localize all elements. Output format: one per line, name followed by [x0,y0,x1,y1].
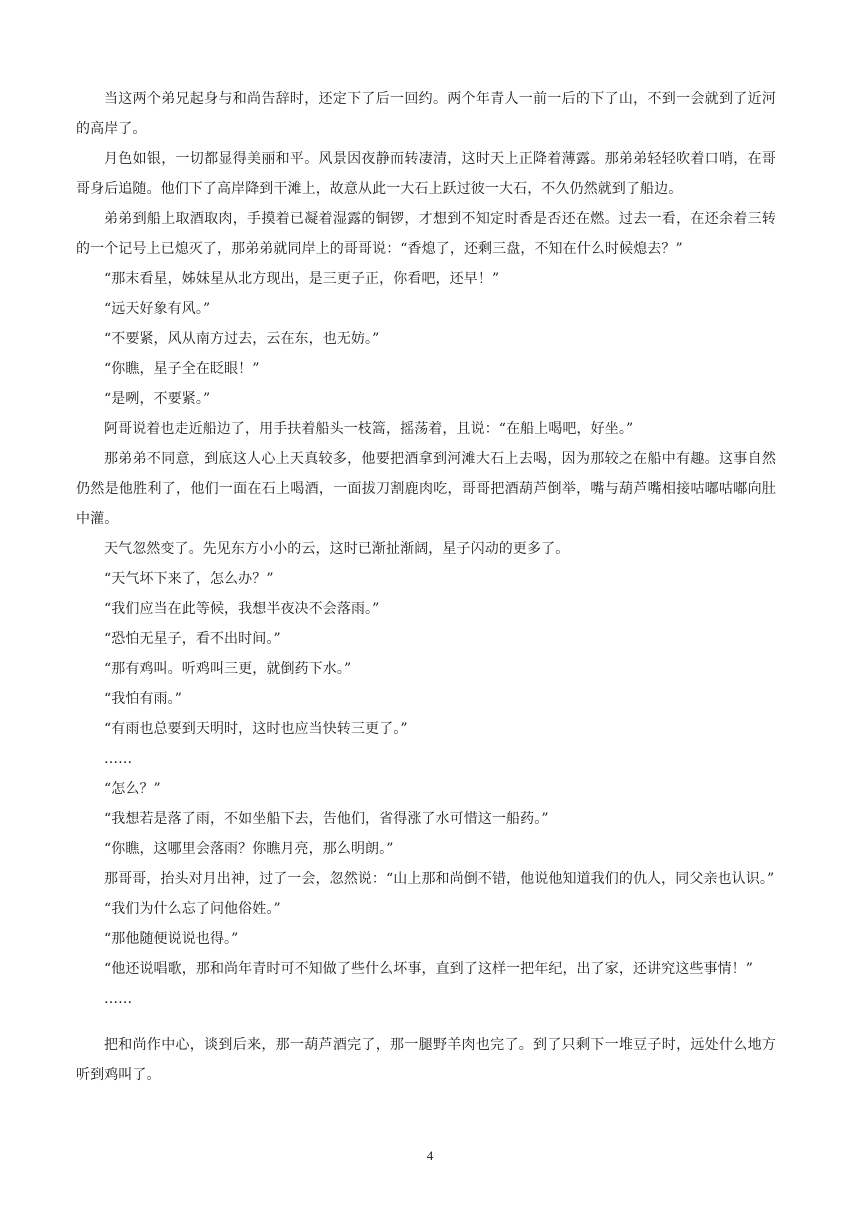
dialogue-line: “怎么？” [104,781,161,797]
paragraph: 那哥哥，抬头对月出神，过了一会，忽然说：“山上那和尚倒不错，他说他知道我们的仇人，同父亲也认识。” [104,871,775,887]
ellipsis-line: …… [104,991,133,1007]
ellipsis-line: …… [104,751,133,767]
dialogue-line: “恐怕无星子，看不出时间。” [104,631,281,647]
paragraph: 那弟弟不同意，到底这人心上天真较多，他要把酒拿到河滩大石上去喝，因为那较之在船中有趣。这事自然仍然是他胜利了，他们一面在石上喝酒，一面拔刀割鹿肉吃，哥哥把酒葫芦倒举，嘴与葫芦嘴相接咕嘟咕嘟向肚中灌。 [76,451,776,527]
dialogue-line: “他还说唱歌，那和尚年青时可不知做了些什么坏事，直到了这样一把年纪，出了家，还讲究这些事情！” [104,961,754,977]
dialogue-line: “是咧，不要紧。” [104,391,211,407]
dialogue-line: “那有鸡叫。听鸡叫三更，就倒药下水。” [104,661,352,677]
dialogue-line: “那他随便说说也得。” [104,931,239,947]
dialogue-line: “我们应当在此等候，我想半夜决不会落雨。” [104,601,380,617]
dialogue-line: “我们为什么忘了问他俗姓。” [104,901,281,917]
paragraph: 月色如银，一切都显得美丽和平。风景因夜静而转凄清，这时天上正降着薄露。那弟弟轻轻吹着口哨，在哥哥身后追随。他们下了高岸降到干滩上，故意从此一大石上跃过彼一大石，不久仍然就到了船边。 [76,151,776,197]
story-text [76,84,776,1090]
paragraph: 弟弟到船上取酒取肉，手摸着已凝着湿露的铜锣，才想到不知定时香是否还在燃。过去一看，在还余着三转的一个记号上已熄灭了，那弟弟就同岸上的哥哥说：“香熄了，还剩三盘，不知在什么时候熄去？” [76,211,776,257]
dialogue-line: “那末看星，姊妹星从北方现出，是三更子正，你看吧，还早！” [104,271,500,287]
dialogue-line: “有雨也总要到天明时，这时也应当快转三更了。” [104,721,408,737]
dialogue-line: “远天好象有风。” [104,301,211,317]
paragraph: 天气忽然变了。先见东方小小的云，这时已渐扯渐阔，星子闪动的更多了。 [104,541,570,557]
paragraph: 阿哥说着也走近船边了，用手扶着船头一枝篙，摇荡着，且说：“在船上喝吧，好坐。” [104,421,634,437]
dialogue-line: “我想若是落了雨，不如坐船下去，告他们，省得涨了水可惜这一船药。” [104,811,549,827]
dialogue-line: “天气坏下来了，怎么办？” [104,571,274,587]
dialogue-line: “你瞧，星子全在眨眼！” [104,361,260,377]
paragraph: 把和尚作中心，谈到后来，那一葫芦酒完了，那一腿野羊肉也完了。到了只剩下一堆豆子时，远处什么地方听到鸡叫了。 [76,1037,776,1083]
dialogue-line: “不要紧，风从南方过去，云在东，也无妨。” [104,331,380,347]
dialogue-line: “我怕有雨。” [104,691,183,707]
dialogue-line: “你瞧，这哪里会落雨？你瞧月亮，那么明朗。” [104,841,394,857]
paragraph: 当这两个弟兄起身与和尚告辞时，还定下了后一回约。两个年青人一前一后的下了山，不到一会就到了近河的高岸了。 [76,91,776,137]
page-number: 4 [426,1148,434,1163]
